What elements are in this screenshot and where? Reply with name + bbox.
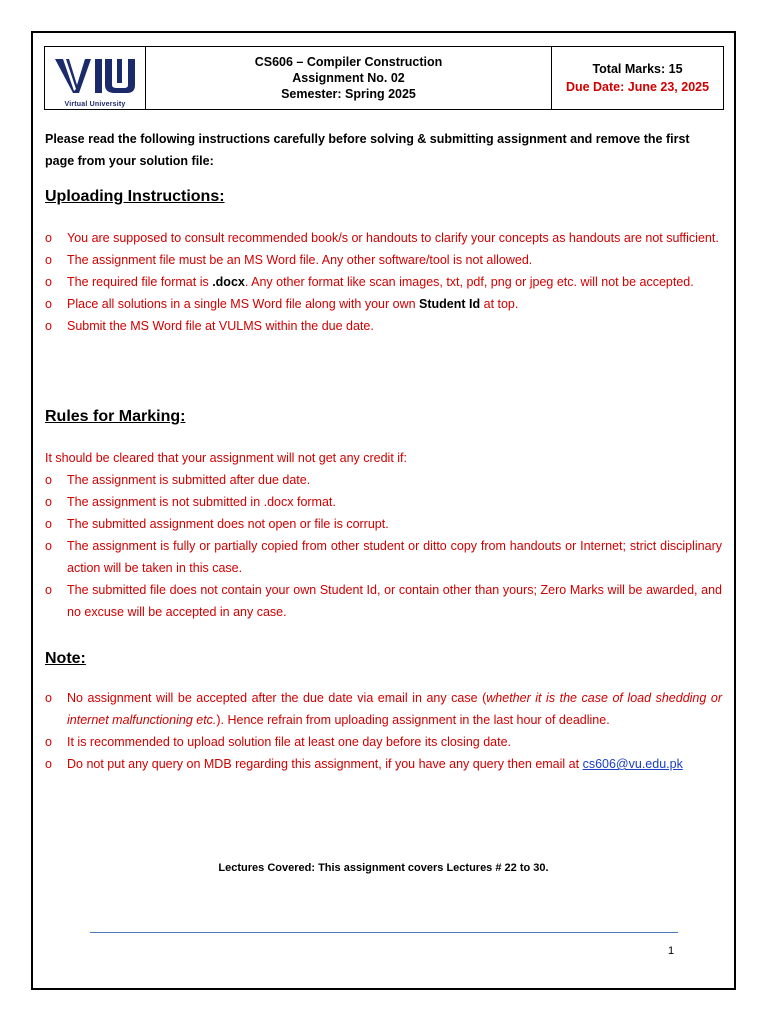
list-item: o The assignment file must be an MS Word file. Any other software/tool is not allowed. <box>45 253 533 267</box>
header-table <box>44 46 724 110</box>
total-marks: Total Marks: 15 <box>592 62 683 76</box>
list-item: o You are supposed to consult recommended book/s or handouts to clarify your concepts as handouts are not sufficient. <box>45 231 719 245</box>
lectures-covered: Lectures Covered: This assignment covers Lectures # 22 to 30. <box>218 862 549 874</box>
list-item: o Submit the MS Word file at VULMS within the due date. <box>45 319 374 333</box>
rules-lead: It should be cleared that your assignment will not get any credit if: <box>45 451 407 465</box>
assignment-number: Assignment No. 02 <box>292 71 405 85</box>
note-heading: Note: <box>45 650 86 667</box>
header-course-info <box>146 47 552 109</box>
rules-heading: Rules for Marking: <box>45 408 186 425</box>
uploading-heading: Uploading Instructions: <box>45 188 225 205</box>
header-marks-info <box>552 47 723 109</box>
rules-list <box>45 469 722 623</box>
footer-divider <box>90 932 678 933</box>
list-item: o The required file format is .docx. Any other format like scan images, txt, pdf, png or jpeg etc. will not be accepted. <box>45 275 694 289</box>
due-date: Due Date: June 23, 2025 <box>565 80 710 94</box>
semester: Semester: Spring 2025 <box>281 87 416 101</box>
note-list <box>45 687 722 775</box>
list-item: o The assignment is submitted after due date. <box>45 473 311 487</box>
page-number: 1 <box>668 945 675 957</box>
logo-caption: Virtual University <box>64 101 126 108</box>
list-item: o Do not put any query on MDB regarding this assignment, if you have any query then email at cs606@vu.edu.pk <box>45 757 683 771</box>
email-link[interactable]: cs606@vu.edu.pk <box>582 757 683 771</box>
list-item: o Place all solutions in a single MS Word file along with your own Student Id at top. <box>45 297 519 311</box>
course-title: CS606 – Compiler Construction <box>254 55 443 69</box>
list-item: o It is recommended to upload solution file at least one day before its closing date. <box>45 735 512 749</box>
list-item: o The assignment is fully or partially copied from other student or ditto copy from handouts or Internet; strict disciplinary action will be taken in this case. <box>45 539 722 575</box>
list-item: o The submitted file does not contain your own Student Id, or contain other than yours; Zero Marks will be awarded, and no excuse will be accepted in any case. <box>45 583 722 619</box>
list-item: o No assignment will be accepted after the due date via email in any case (whether it is the case of load shedding or internet malfunctioning etc.). Hence refrain from uploading assignment in the last hour of deadline. <box>45 691 722 727</box>
uploading-list <box>45 227 722 337</box>
vu-logo-icon <box>51 55 139 97</box>
list-item: o The assignment is not submitted in .docx format. <box>45 495 336 509</box>
intro-text: Please read the following instructions carefully before solving & submitting assignment and remove the first page from your solution file: <box>45 132 690 168</box>
logo-cell <box>45 47 146 109</box>
note-italic: whether it is the case of load shedding or internet malfunctioning etc. <box>67 691 722 727</box>
list-item: o The submitted assignment does not open or file is corrupt. <box>45 517 389 531</box>
student-id-label: Student Id <box>419 297 481 311</box>
docx-format: .docx <box>212 275 245 289</box>
